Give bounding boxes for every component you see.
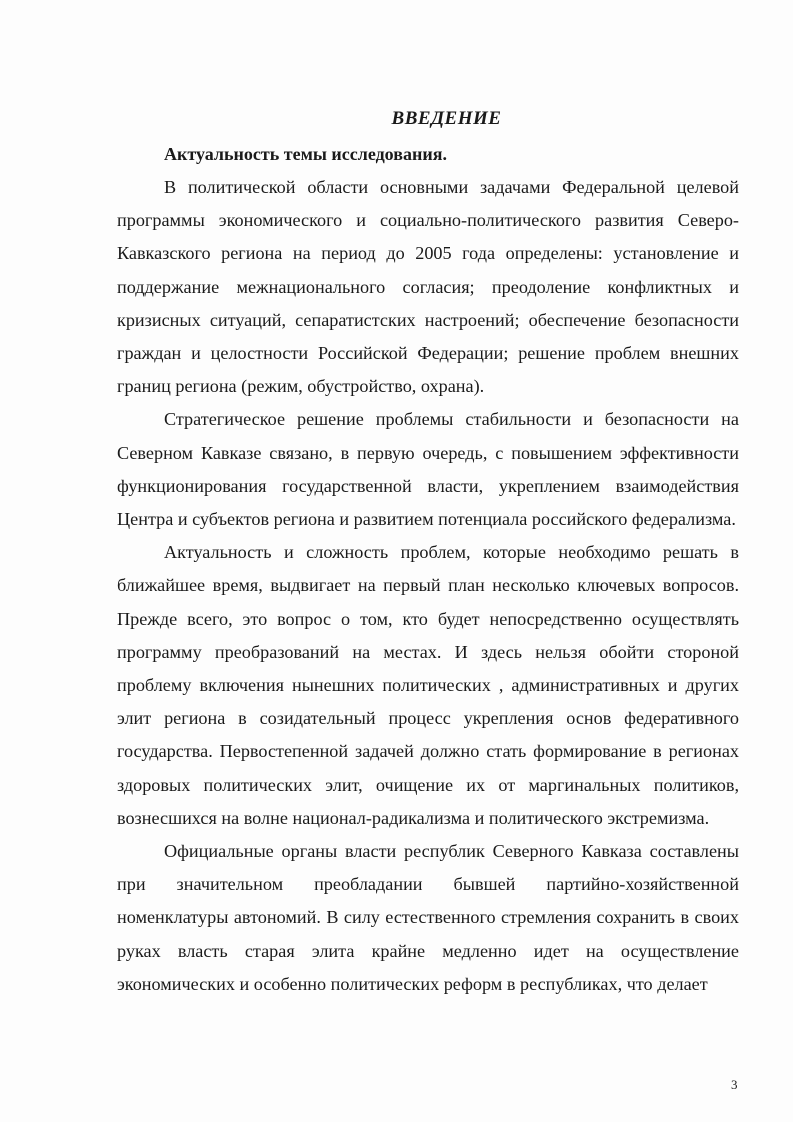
- paragraph-3: Актуальность и сложность проблем, которые необходимо решать в ближайшее время, выдвигает на первый план несколько ключевых вопросов. Прежде всего, это вопрос о том, кто будет непосредственно осуществлять программу преобразований на местах. И здесь нельзя обойти стороной проблему включения нынешних политических , административных и других элит региона в созидательный процесс укрепления основ федеративного государства. Первостепенной задачей должно стать формирование в регионах здоровых политических элит, очищение их от маргинальных политиков, вознесшихся на волне национал-радикализма и политического экстремизма.: [117, 542, 739, 828]
- paragraph-1: В политической области основными задачами Федеральной целевой программы экономического и социально-политического развития Северо-Кавказского региона на период до 2005 года определены: установление и поддержание межнационального согласия; преодоление конфликтных и кризисных ситуаций, сепаратистских настроений; обеспечение безопасности граждан и целостности Российской Федерации; решение проблем внешних границ региона (режим, обустройство, охрана).: [117, 177, 739, 397]
- body-text: [117, 171, 739, 1001]
- section-subtitle: Актуальность темы исследования.: [164, 144, 447, 164]
- paragraph-2: Стратегическое решение проблемы стабильности и безопасности на Северном Кавказе связано, в первую очередь, с повышением эффективности функционирования государственной власти, укреплением взаимодействия Центра и субъектов региона и развитием потенциала российского федерализма.: [117, 409, 739, 530]
- page-number: 3: [731, 1077, 738, 1092]
- paragraph-4: Официальные органы власти республик Северного Кавказа составлены при значительном преобладании бывшей партийно-хозяйственной номенклатуры автономий. В силу естественного стремления сохранить в своих руках власть старая элита крайне медленно идет на осуществление экономических и особенно политических реформ в республиках, что делает: [117, 841, 739, 994]
- page-title: ВВЕДЕНИЕ: [391, 108, 502, 129]
